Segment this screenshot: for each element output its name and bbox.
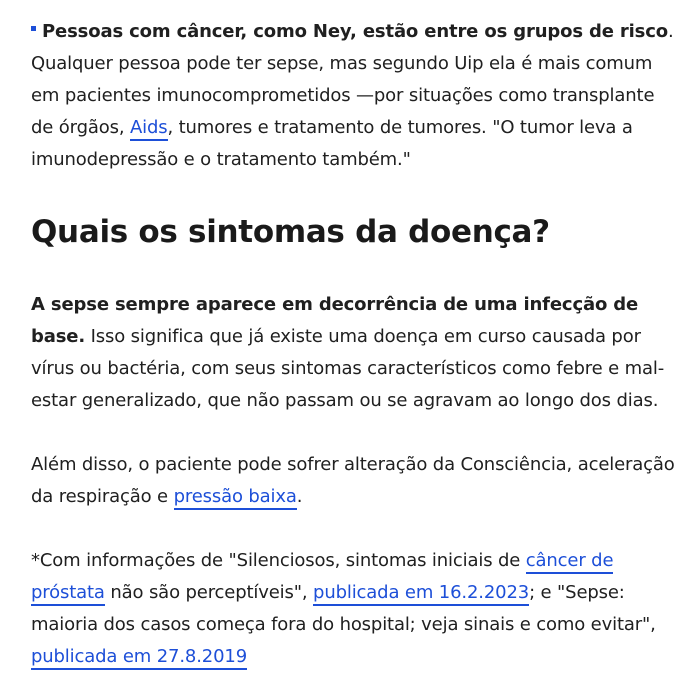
symptoms-paragraph — [31, 289, 676, 417]
sources-text-2: não são perceptíveis", — [104, 582, 314, 603]
consciousness-text-end: . — [296, 486, 303, 507]
symptoms-lead: A sepse sempre aparece em decorrência de uma infecção de base. — [31, 294, 639, 347]
consciousness-paragraph — [31, 449, 676, 513]
symptoms-heading: Quais os sintomas da doença? — [31, 214, 550, 250]
aids-link[interactable]: Aids — [130, 117, 168, 141]
bullet-square-icon — [31, 26, 36, 31]
low-pressure-link[interactable]: pressão baixa — [174, 486, 297, 510]
published-2019-link[interactable]: publicada em 27.8.2019 — [31, 646, 247, 670]
risk-groups-lead-period: . — [667, 21, 674, 42]
sources-paragraph — [31, 545, 676, 673]
article-body — [31, 16, 676, 673]
prostate-cancer-link[interactable]: câncer de próstata — [31, 550, 613, 606]
risk-groups-lead: Pessoas com câncer, como Ney, estão entre os grupos de risco — [42, 21, 668, 42]
sources-text-3: ; e "Sepse: maioria dos casos começa fora do hospital; veja sinais e como evitar", — [31, 582, 656, 635]
sources-text-1: *Com informações de "Silenciosos, sintomas iniciais de — [31, 550, 526, 571]
risk-groups-text: Qualquer pessoa pode ter sepse, mas segundo Uip ela é mais comum em pacientes imunocomprometidos —por situações como transplante de órgãos, — [31, 53, 655, 138]
consciousness-text: Além disso, o paciente pode sofrer alteração da Consciência, aceleração da respiração e — [31, 454, 675, 507]
published-2023-link[interactable]: publicada em 16.2.2023 — [313, 582, 529, 606]
symptoms-text: Isso significa que já existe uma doença em curso causada por vírus ou bactéria, com seus sintomas característicos como febre e mal-estar generalizado, que não passam ou se agravam ao longo dos dias. — [31, 326, 665, 411]
risk-groups-paragraph — [31, 16, 676, 176]
risk-groups-text-end: , tumores e tratamento de tumores. "O tumor leva a imunodepressão e o tratamento também." — [31, 117, 633, 170]
